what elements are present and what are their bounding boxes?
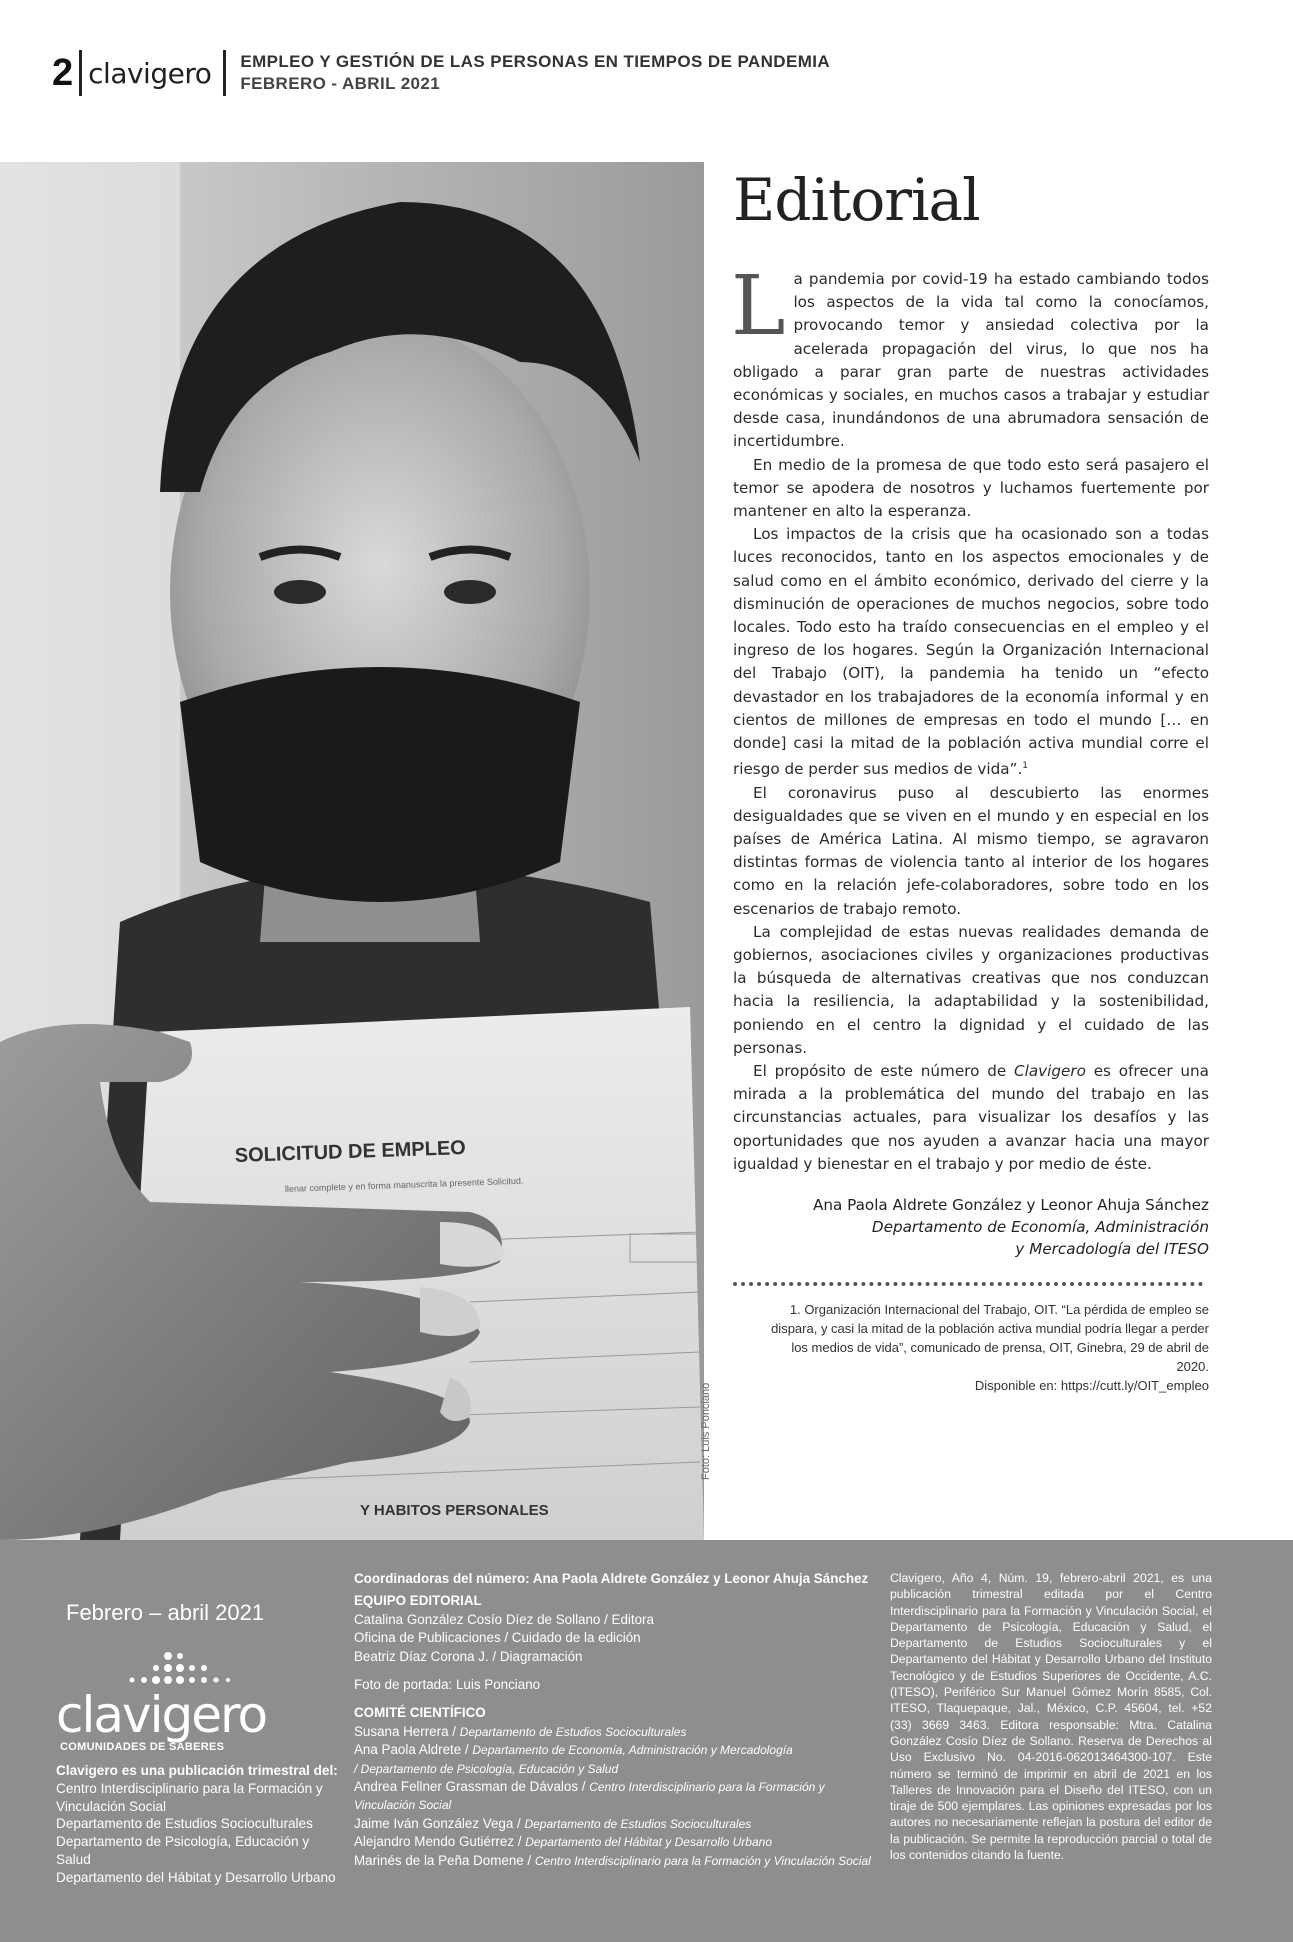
clavigero-logo [56,1650,346,1753]
committee-member: Jaime Iván González Vega / Departamento de Estudios Socioculturales [354,1815,752,1831]
team-member: Beatriz Díaz Corona J. / Diagramación [354,1648,583,1664]
colophon [0,1540,1293,1942]
issue-date: FEBRERO - ABRIL 2021 [240,74,441,93]
photo-illustration [0,162,704,1540]
form-instructions: llenar complete y en forma manuscrita la presente Solicitud. [284,1175,524,1194]
editorial-column [733,162,1209,1395]
committee-heading: COMITÉ CIENTÍFICO [354,1705,486,1721]
publisher-line: Departamento de Estudios Socioculturales [56,1816,313,1832]
publisher-line: Centro Interdisciplinario para la Formación y Vinculación Social [56,1780,323,1814]
publisher-line: Departamento de Psicología, Educación y Salud [56,1834,310,1867]
drop-cap: L [731,259,786,354]
issue-title: EMPLEO Y GESTIÓN DE LAS PERSONAS EN TIEMPOS DE PANDEMIA [240,52,831,71]
page-number: 2 [52,51,74,94]
paragraph: El propósito de este número de Clavigero es ofrecer una mirada a la problemática del mundo del trabajo en las circunstancias actuales, para visualizar los desafíos y las oportunidades que nos ayuden a avanzar hacia una mayor igualdad y bienestar en el trabajo y por medio de éste. [733,1061,1209,1173]
logo-dots-icon [56,1650,256,1684]
logo-tagline: COMUNIDADES DE SABERES [60,1741,225,1753]
committee-member: Marinés de la Peña Domene / Centro Interdisciplinario para la Formación y Vinculación Social [354,1852,871,1868]
issue-date: Febrero – abril 2021 [66,1600,265,1625]
footnote-link[interactable]: Disponible en: https://cutt.ly/OIT_empleo [974,1377,1209,1393]
committee-member: Alejandro Mendo Gutiérrez / Departamento del Hábitat y Desarrollo Urbano [354,1834,772,1850]
cover-photo [0,162,704,1540]
paragraph: El coronavirus puso al descubierto las enormes desigualdades que se viven en el mundo y en especial en los países de América Latina. Al mismo tiempo, se agravaron distintas formas de violencia tanto al interior de los hogares como en la relación jefe-colaboradores, sobre todo en los escenarios de trabajo remoto. [733,783,1209,918]
publisher-block [56,1762,346,1887]
paragraph: La complejidad de estas nuevas realidades demanda de gobiernos, asociaciones civiles y organizaciones productivas la búsqueda de alternativas creativas que nos conduzcan hacia la resiliencia, la adaptabilidad y la sostenibilidad, poniendo en el centro la dignidad y el cuidado de las personas. [733,922,1209,1057]
department-line: Departamento de Economía, Administración [871,1217,1209,1236]
legal-notice: Clavigero, Año 4, Núm. 19, febrero-abril 2021, es una publicación trimestral editada por el Centro Interdisciplinario para la Formación y Vinculación Social, el Departamento de Psicología, Educación y Salud, el Departamento de Estudios Socioculturales y el Departamento del Hábitat y Desarrollo Urbano del Instituto Tecnológico y de Estudios Superiores de Occidente, A.C. (ITESO), Periférico Sur Manuel Gómez Morín 8585, Col. ITESO, Tlaquepaque, Jal., México, C.P. 45604, tel. +52 (33) 3669 3463. Editora responsable: Mtra. Catalina González Cosío Díez de Sollano. Reserva de Derechos al Uso Exclusivo No. 04-2016-062013464300-107. Este número se terminó de imprimir en abril de 2021 en los Talleres de Innovación para el Diseño del ITESO, con un tiraje de 500 ejemplares. Las opiniones expresadas por los autores no necesariamente reflejan la postura del editor de la publicación. Se permite la reproducción parcial o total de los contenidos citando la fuente. [890,1571,1212,1863]
editorial-title: Editorial [733,166,980,234]
header-divider [79,50,82,96]
department-line: y Mercadología del ITESO [1015,1239,1209,1258]
committee-member: Ana Paola Aldrete / Departamento de Economía, Administración y Mercadología [354,1742,793,1758]
footnote: 1. Organización Internacional del Trabajo, OIT. “La pérdida de empleo se dispara, y casi la mitad de la población activa mundial podría llegar a perder los medios de vida”, comunicado de prensa, OIT, Ginebra, 29 de abril de 2020. Disponible en: https://cutt.ly/OIT_empleo [733,1300,1209,1395]
coordinators: Coordinadoras del número: Ana Paola Aldrete González y Leonor Ahuja Sánchez [354,1571,869,1586]
header-divider [223,50,226,96]
form-section-title: Y HABITOS PERSONALES [360,1502,549,1519]
committee-member: Susana Herrera / Departamento de Estudios Socioculturales [354,1723,687,1739]
committee-member: / Departamento de Psicología, Educación y Salud [354,1761,619,1776]
editorial-body [731,259,1209,1176]
dotted-divider [733,1282,1203,1286]
publisher-title: Clavigero es una publicación trimestral del: [56,1763,338,1778]
photo-credit: Foto: Luis Ponciano [700,1382,712,1480]
cover-photo-credit: Foto de portada: Luis Ponciano [354,1677,541,1693]
paragraph: En medio de la promesa de que todo esto será pasajero el temor se apodera de nosotros y luchamos fuertemente por mantener en alto la esperanza. [733,455,1209,521]
team-heading: EQUIPO EDITORIAL [354,1593,482,1609]
signature [733,1194,1209,1260]
authors: Ana Paola Aldrete González y Leonor Ahuja Sánchez [812,1195,1209,1214]
team-member: Catalina González Cosío Díez de Sollano / Editora [354,1611,654,1627]
brand-wordmark: clavigero [88,56,212,90]
paragraph: Los impactos de la crisis que ha ocasionado son a todas luces reconocidos, tanto en los aspectos emocionales y de salud como en el ámbito económico, derivado del cierre y la disminución de operaciones de muchos negocios, sobre todo locales. Todo esto ha traído consecuencias en el empleo y el ingreso de los hogares. Según la Organización Internacional del Trabajo (OIT), la pandemia ha tenido un “efecto devastador en los trabajadores de la economía informal y en cientos de millones de empresas en todo el mundo [… en donde] casi la mitad de la población activa mundial corre el riesgo de perder sus medios de vida”.$^1$ [733,525,1209,779]
credits-block [354,1570,874,1870]
issue-info [240,52,830,94]
form-title: SOLICITUD DE EMPLEO [234,1136,467,1167]
page-header [52,48,830,98]
publisher-line: Departamento del Hábitat y Desarrollo Urbano [56,1869,336,1885]
logo-wordmark: clavigero [56,1686,267,1744]
footnote-ref: 1 [1022,761,1029,772]
committee-member: Andrea Fellner Grassman de Dávalos / Centro Interdisciplinario para la Formación y Vinculación Social [354,1779,825,1813]
paragraph: La pandemia por covid-19 ha estado cambiando todos los aspectos de la vida tal como la conocíamos, provocando temor y ansiedad colectiva por la acelerada propagación del virus, lo que nos ha obligado a parar gran parte de nuestras actividades económicas y sociales, en muchos casos a trabajar y estudiar desde casa, inundándonos de una abrumadora sensación de incertidumbre. [731,259,1209,451]
team-member: Oficina de Publicaciones / Cuidado de la edición [354,1630,641,1646]
